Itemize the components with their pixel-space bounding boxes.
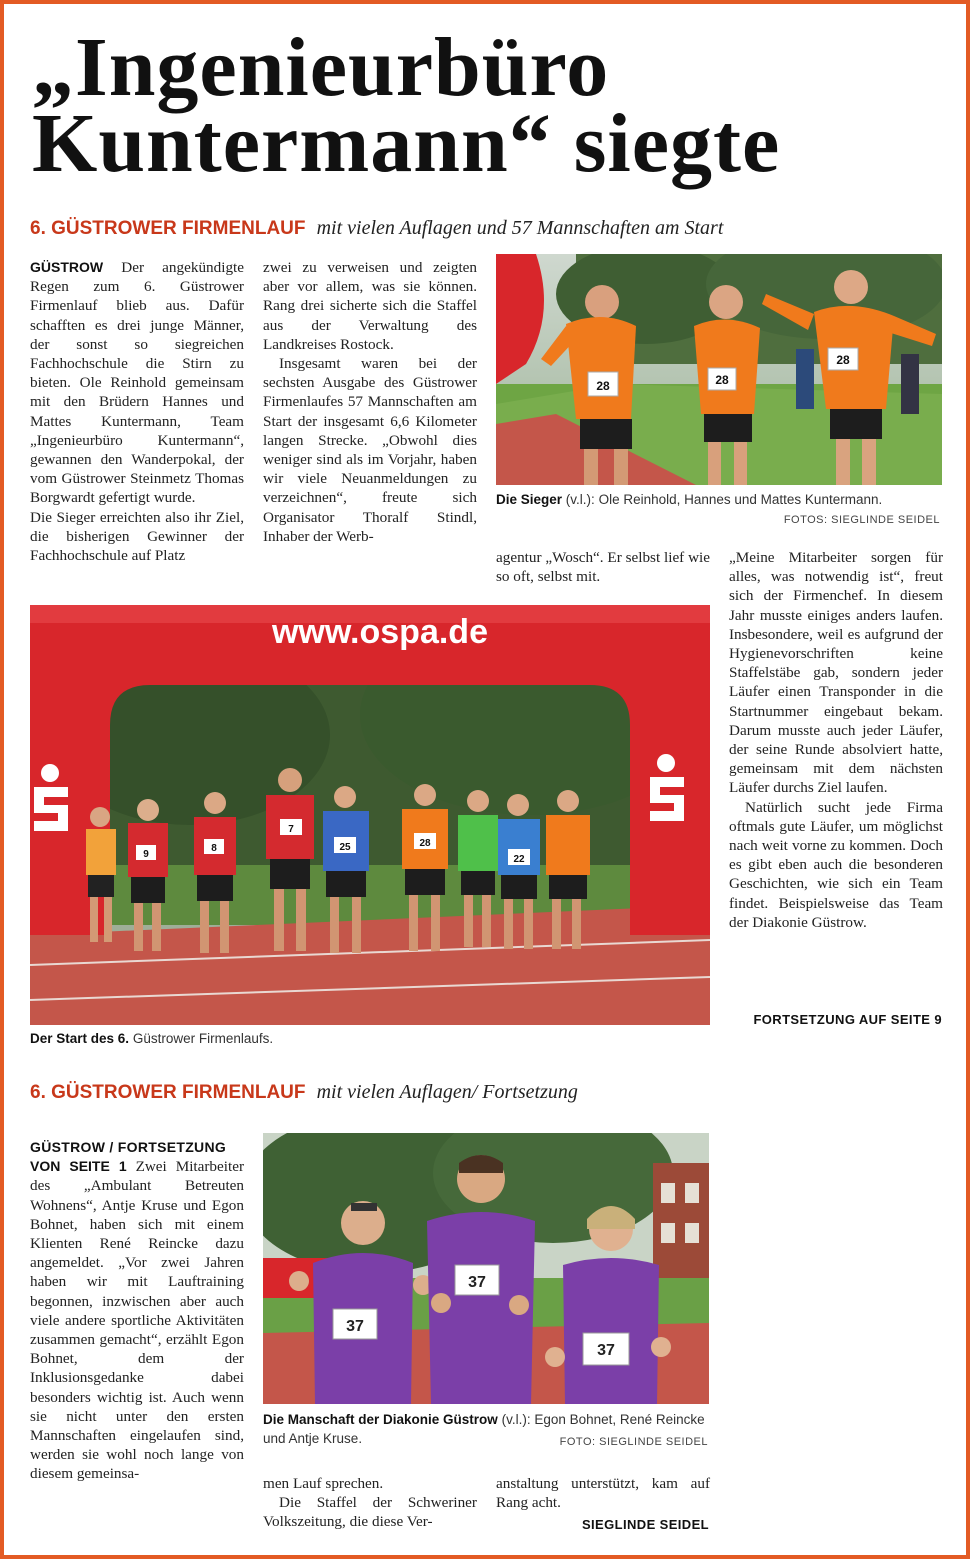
start-bib-1: 9 [143, 849, 149, 860]
article1-col1-p2: Die Sieger erreichten also ihr Ziel, die bisherigen Gewinner der Fachhochschule auf Platz [30, 508, 244, 565]
start-photo [30, 605, 710, 1025]
article1-column-4 [729, 548, 943, 932]
article1-deck [30, 217, 723, 243]
start-bib-4: 25 [339, 842, 351, 853]
winners-caption [496, 490, 942, 509]
article1-col2-p2: Insgesamt waren bei der sechsten Ausgabe des Güstrower Firmenlaufes 57 Mannschaften am Start der insgesamt 6,6 Kilometer langen Strecke. „Obwohl dies weniger sind als im Vorjahr, haben wir viele Neuanmeldungen zu verzeichnen“, freute sich Organisator Thoralf Stindl, Inhaber der Werb- [263, 355, 477, 545]
winner-bib-3: 28 [836, 353, 850, 367]
article1-col1-p1: Der angekündigte Regen zum 6. Güstrower Firmenlauf blieb aus. Dafür schafften es drei junge Männer, der sonst so siegreichen Fachhochschule die Stirn zu bieten. Ole Reinhold gemeinsam mit den Brüdern Hannes und Mattes Kuntermann, Team „Ingenieurbüro Kuntermann“, gewannen den Wanderpokal, der vom Güstrower Steinmetz Thomas Borgwardt gefertigt wurde. [30, 259, 244, 507]
article2-kicker: 6. GÜSTROWER FIRMENLAUF [30, 1082, 306, 1103]
article2-col1-p1: Zwei Mitarbeiter des „Ambulant Betreuten Wohnens“, Antje Kruse und Egon Bohnet, haben sich mit einem Klienten René Reincke dazu angemeldet. „Vor zwei Jahren haben wir mit Lauftraining begonnen, inzwischen aber auch viele andere sportliche Aktivitäten zusammen gemacht“, erzählt Egon Bohnet, dem der Inklusionsgedanke dabei besonders wichtig ist. Auch wenn sie nicht unter den ersten Mannschaften eingelaufen sind, werden sie wohl noch lange von diesem gemeinsa- [30, 1158, 245, 1483]
article2-dateline-1: GÜSTROW / FORTSETZUNG [30, 1139, 227, 1155]
winner-bib-1: 28 [596, 379, 610, 393]
team-bib-2: 37 [468, 1274, 486, 1291]
article2-subline: mit vielen Auflagen/ Fortsetzung [316, 1081, 578, 1103]
article2-column-1 [30, 1138, 244, 1484]
article2-column-3 [496, 1474, 710, 1512]
start-caption-text: Güstrower Firmenlaufs. [132, 1031, 274, 1046]
article1-subline: mit vielen Auflagen und 57 Mannschaften am Start [316, 217, 724, 239]
article1-column-1 [30, 258, 244, 565]
winners-caption-bold: Die Sieger [496, 492, 563, 507]
arch-banner-text: www.ospa.de [271, 613, 489, 651]
start-bib-5: 28 [419, 838, 431, 849]
team-bib-3: 37 [597, 1342, 615, 1359]
article2-col2-p1: men Lauf sprechen. [263, 1475, 384, 1492]
article2-col2-p2: Die Staffel der Schweriner Volkszeitung, die diese Ver- [263, 1494, 477, 1531]
article1-col4-p1: „Meine Mitarbeiter sorgen für alles, was notwendig ist“, freut sich der Firmenchef. In diesem Jahr musste einiges anders laufen. Insbesondere, weil es aufgrund der Hygienevorschriften keine Staffelstäbe gab, sondern jeder Läufer einen Transponder in die Startnummer eingebaut bekam. Darum musste auch jeder Läufer, der seine Runde absolviert hatte, gemeinsam mit dem nächsten Läufer durchs Ziel laufen. [729, 549, 943, 797]
headline-line-1: „Ingenieurbüro [32, 21, 610, 114]
article1-column-2 [263, 258, 477, 546]
team-caption-text: (v.l.): Egon Bohnet, René Reincke und Antje Kruse. [263, 1412, 705, 1446]
team-credit: FOTO: SIEGLINDE SEIDEL [559, 1436, 708, 1448]
winner-bib-2: 28 [715, 373, 729, 387]
article1-col4-p2: Natürlich sucht jede Firma oftmals gute Läufer, um möglichst nach weit vorne zu kommen. Doch es gibt eben auch die besonderen Geschichten, wie sich ein Team findet. Beispielsweise das Team der Diakonie Güstrow. [729, 798, 943, 931]
team-photo [263, 1133, 709, 1404]
start-caption-bold: Der Start des 6. [30, 1031, 130, 1046]
winners-photo [496, 254, 942, 485]
start-photo-image [30, 605, 710, 1025]
continued-notice: FORTSETZUNG AUF SEITE 9 [753, 1012, 942, 1027]
article1-col3-p1: agentur „Wosch“. Er selbst lief wie so oft, selbst mit. [496, 549, 710, 586]
page-title [32, 21, 952, 190]
start-bib-3: 7 [288, 824, 294, 835]
winners-photo-image [496, 254, 942, 485]
winners-credit: FOTOS: SIEGLINDE SEIDEL [783, 514, 940, 526]
winners-caption-text: Ole Reinhold, Hannes und Mattes Kuntermann. [598, 492, 883, 507]
author-byline: SIEGLINDE SEIDEL [581, 1517, 709, 1532]
article1-kicker: 6. GÜSTROWER FIRMENLAUF [30, 218, 306, 239]
headline-line-2: Kuntermann“ siegte [32, 97, 781, 190]
article2-dateline-2: VON SEITE 1 [30, 1158, 127, 1175]
article2-column-2 [263, 1474, 477, 1532]
start-caption [30, 1029, 710, 1048]
winners-caption-mid: (v.l.): [565, 492, 595, 507]
article1-col2-p1: zwei zu verweisen und zeigten aber vor allem, was sie können. Rang drei sicherte sich die Staffel aus der Verwaltung des Landkreises Rostock. [263, 259, 477, 353]
article2-col3-p1: anstaltung unterstützt, kam auf Rang acht. [496, 1475, 710, 1512]
team-bib-1: 37 [346, 1318, 364, 1335]
team-photo-image [263, 1133, 709, 1404]
article1-dateline: GÜSTROW [30, 259, 104, 275]
article2-deck [30, 1081, 578, 1107]
start-bib-6: 22 [513, 854, 525, 865]
start-bib-2: 8 [211, 843, 217, 854]
article1-column-3 [496, 548, 710, 586]
team-caption-bold: Die Manschaft der Diakonie Güstrow [263, 1412, 498, 1427]
